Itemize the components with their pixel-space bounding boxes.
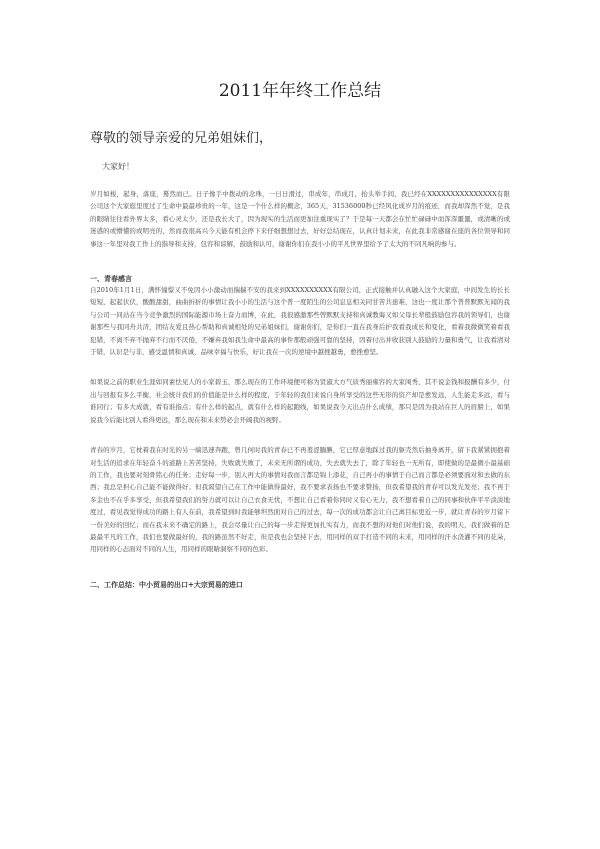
intro-paragraph: 岁月如梭，起身，落座，蓦然而已。日子像手中拨动的念珠，一日日滑过，串成年，串成月，抬头举手间，我已经在XXXXXXXXXXXXXXX有限公司这个大家庭里度过了生命中最最珍贵的一年，这是一个什么样的概念，365天，31536000秒已经风化成岁月的痕迹，而我却浑然不觉，是我的眼睛往往看外界太多，看心灵太少，还是我长大了，因为现实的生活而更加注重现实了？于是每一天都会在忙忙碌碌中而浑浑噩噩，或清晰的或迷惑的或懵懂的或明亮的，然而我很高兴今天能有机会停下来仔细想想过去，好好总结现在，认真计划未来，在此我非常感谢在座的各位领导和同事这一年里对我工作上的指导和支持，包容和谅解，鼓励和认可，谢谢你们在我小小的平凡世界里给予了太大的不同凡响的参与。: [90, 190, 510, 248]
section1-paragraph-2: 如果说之前的职业生涯如同素怯见人的小家碧玉，那么现在的工作环境便可称为贤淑大方气质秀丽雍容的大家闺秀，其不说金钱和报酬有多少，付出与回报有多么平衡，社会统计我们的价值能是什么样的程度，于年轻的我们来说自身所享受的这些无形的资产却是愈发远，人生能走多远，看与谁同行；有多大成就，看有谁指点；有什么样的起点，就有什么样的起跑线，如果说我今天出点什么成绩，那只是因为我站在巨人的肩膀上，如果说我今后能比别人看得更远，那么现在和未来势必会开阔我的视野。: [90, 378, 510, 424]
section1-paragraph-1: 自2010年1月1日，满怀憧憬又不免因小小激动而揣揣不安的我来到XXXXXXXXXX有限公司，正式接触并认真融入这个大家庭，中间发生的长长短短，起起伏伏，酸酸甜甜，曲曲折折的事情让我小小的生活与这个普一度陌生的公司息息相关同甘苦共患难，这也一度让那个普普默默无闻的我与公司一同站在当今竞争激烈的国际能源市场上奋力而博，在此，我很感激那些曾默默支持和真诚教诲又如父母长辈般鼓励包容我的领导们，也谢谢那些与我同舟共济，团结友爱且热心帮助和真诚相处的兄弟姐妹们，谢谢你们，是你们一直在我身后护我看我成长和变化，看着我微微笑着看我犯错，不离不弃不抛弃不行而不厌倦，不嫌弃我如我生命中最高的事件那般顽强可靠的坚持，因着付出并收获别人鼓励的力量和勇气，让我看清对于错，认识是与非，感受温情和真诚，品味幸福与快乐，好让我在一次的逆境中越挫越勇，愈挫愈坚。: [90, 286, 510, 357]
document-title: 2011年年终工作总结: [218, 81, 382, 101]
section1-paragraph-3: 青春的岁月，它枕着我在时光的另一端迅速奔跑，曾几何时我的青春已不再羞涩腼腆，它已厚意地踩过我的躯壳然后抽身离开，留下我紧紧拥抱着对生活的追求在年轻奋斗的道路上苦苦坚持，失败就失败了，未来无所谓的成功，失去就失去了，除了年轻也一无所有，即使做的是最微小最基础的工作，我也要对刻骨铭心的任务；走好每一步，别人再大的事情对我而言都是锦上添花，自己再小的事情于自己而言都是必须要面对和去做的东西；我总是担心自己能不能做得好；但我渴望自己在工作中能做得最好，我不要求表扬也不要求赞扬，但我希望我的青春可以发光发亮；我不再于多金也不在乎多享受，但我希望我们的努力就可以让自己衣食无忧，不想让自己看着你同时又有心无力，我不想看着自己的同事和伙伴平平淡淡地度过，看见我觉得成功的路上有人在前，我希望到时我能够坦然面对自己的过去，每一次的成功都会让自己离目标更近一步，就让青春的岁月留下一份美好的回忆；而在我未来不确定的路上，我会尽量让自己的每一步走得更加扎实有力，而我不想的对他们对他们说，我的明天，我们做着的是最最平凡的工作，我们也要做最好的，我的路虽然不好走，但是我也会坚持下去，用同样的双手打造不同的未来，用同样的汗水浇灌不同的花朵，用同样的心态面对不同的人生，用同样的眼睛洞察不同的色彩。: [90, 446, 510, 554]
greeting: 大家好！: [102, 162, 134, 171]
salutation: 尊敬的领导亲爱的兄弟姐妹们，: [90, 131, 273, 146]
section-heading-1: 一、青春感言: [90, 274, 132, 284]
section-heading-2: 二、工作总结：中小贸易的出口+大宗贸易的进口: [90, 579, 243, 589]
